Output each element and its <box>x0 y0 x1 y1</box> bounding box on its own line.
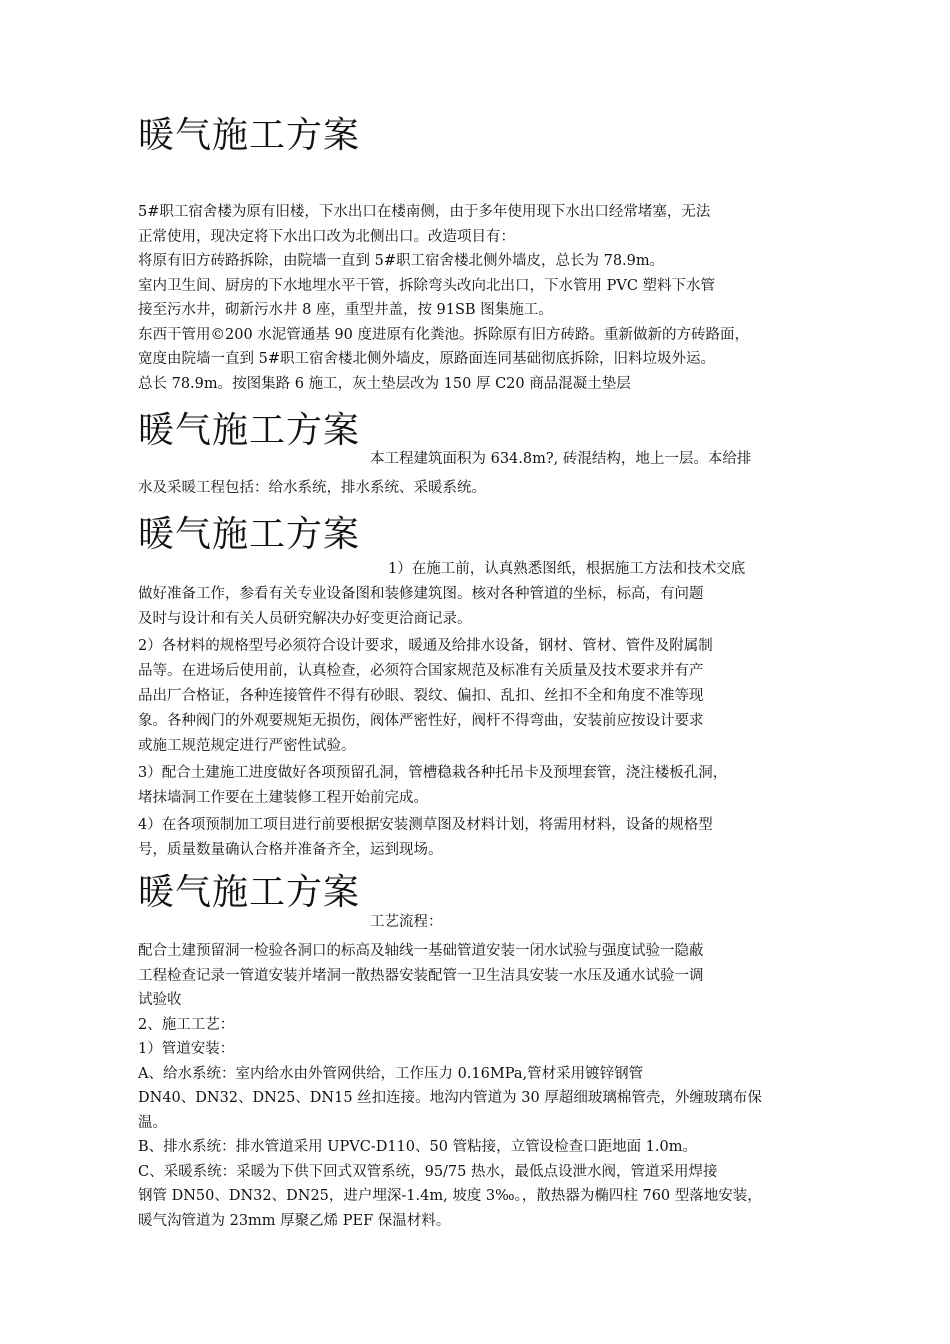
paragraph-line: 配合土建预留洞一检验各洞口的标高及轴线一基础管道安装一闭水试验与强度试验一隐蔽 <box>138 943 704 959</box>
paragraph-line: 号，质量数量确认合格并准备齐全，运到现场。 <box>138 842 443 858</box>
paragraph-line: 暖气沟管道为 23mm 厚聚乙烯 PEF 保温材料。 <box>138 1212 451 1229</box>
paragraph-line: 正常使用，现决定将下水出口改为北侧出口。改造项目有： <box>138 228 515 245</box>
paragraph-line: 室内卫生间、厨房的下水地埋水平干管，拆除弯头改向北出口，下水管用 PVC 塑料下水管 <box>138 277 716 294</box>
paragraph-line: 做好准备工作，参看有关专业设备图和装修建筑图。核对各种管道的坐标，标高，有问题 <box>138 586 704 602</box>
paragraph-line: 3）配合土建施工进度做好各项预留孔洞，管槽稳栽各种托吊卡及预埋套管，浇注楼板孔洞， <box>138 765 728 781</box>
paragraph-line: 接至污水井，砌新污水井 8 座，重型井盖，按 91SB 图集施工。 <box>138 302 553 318</box>
paragraph-line: 工艺流程： <box>370 914 443 930</box>
paragraph-line: 本工程建筑面积为 634.8m?, 砖混结构，地上一层。本给排 <box>370 451 752 467</box>
paragraph-line: 2、施工工艺： <box>138 1016 235 1033</box>
paragraph-line: C、采暖系统：采暖为下供下回式双管系统，95/75 热水，最低点设泄水阀，管道采用焊接 <box>138 1163 718 1180</box>
section-heading: 暖气施工方案 <box>138 514 361 555</box>
paragraph-line: 工程检查记录一管道安装并堵洞一散热器安装配管一卫生洁具安装一水压及通水试验一调 <box>138 967 704 984</box>
paragraph-line: 或施工规范规定进行严密性试验。 <box>138 738 356 754</box>
paragraph-line: 堵抹墙洞工作要在土建装修工程开始前完成。 <box>138 790 428 806</box>
section-heading: 暖气施工方案 <box>138 872 361 913</box>
paragraph-line: 钢管 DN50、DN32、DN25，进户埋深-1.4m, 坡度 3‰。，散热器为椭四柱 760 型落地安装， <box>138 1188 762 1204</box>
paragraph-line: B、排水系统：排水管道采用 UPVC-D110、50 管粘接，立管设检查口距地面 1.0m。 <box>138 1139 697 1155</box>
paragraph-line: A、给水系统：室内给水由外管网供给，工作压力 0.16MPa,管材采用镀锌钢管 <box>138 1065 644 1082</box>
section-heading: 暖气施工方案 <box>138 410 361 451</box>
paragraph-line: 4）在各项预制加工项目进行前要根据安装测草图及材料计划，将需用材料，设备的规格型 <box>138 817 713 833</box>
paragraph-line: 水及采暖工程包括：给水系统，排水系统、采暖系统。 <box>138 480 486 496</box>
paragraph-line: 2）各材料的规格型号必须符合设计要求，暖通及给排水设备，钢材、管材、管件及附属制 <box>138 638 713 654</box>
paragraph-line: 及时与设计和有关人员研究解决办好变更洽商记录。 <box>138 611 472 627</box>
paragraph-line: 温。 <box>138 1114 167 1131</box>
paragraph-line: 试验收 <box>138 992 182 1008</box>
paragraph-line: 象。各种阀门的外观要规矩无损伤，阀体严密性好，阀杆不得弯曲，安装前应按设计要求 <box>138 713 704 729</box>
paragraph-line: 品等。在进场后使用前，认真检查，必须符合国家规范及标准有关质量及技术要求并有产 <box>138 663 704 679</box>
paragraph-line: 宽度由院墙一直到 5#职工宿舍楼北侧外墙皮，原路面连同基础彻底拆除，旧料垃圾外运。 <box>138 351 715 367</box>
paragraph-line: 东西干管用©200 水泥管通基 90 度进原有化粪池。拆除原有旧方砖路。重新做新的方砖路面， <box>138 326 749 343</box>
paragraph-line: 品出厂合格证，各种连接管件不得有砂眼、裂纹、偏扣、乱扣、丝扣不全和角度不准等现 <box>138 688 704 704</box>
paragraph-line: 1）管道安装： <box>138 1041 235 1057</box>
document-title: 暖气施工方案 <box>138 115 361 156</box>
paragraph-line: DN40、DN32、DN25、DN15 丝扣连接。地沟内管道为 30 厚超细玻璃棉管壳，外缠玻璃布保 <box>138 1090 762 1106</box>
paragraph-line: 1）在施工前，认真熟悉图纸，根据施工方法和技术交底 <box>388 561 746 577</box>
paragraph-line: 将原有旧方砖路拆除，由院墙一直到 5#职工宿舍楼北侧外墙皮，总长为 78.9m。 <box>138 253 665 269</box>
paragraph-line: 总长 78.9m。按图集路 6 施工，灰土垫层改为 150 厚 C20 商品混凝土垫层 <box>138 375 631 392</box>
paragraph-line: 5#职工宿舍楼为原有旧楼，下水出口在楼南侧，由于多年使用现下水出口经常堵塞，无法 <box>138 204 711 220</box>
